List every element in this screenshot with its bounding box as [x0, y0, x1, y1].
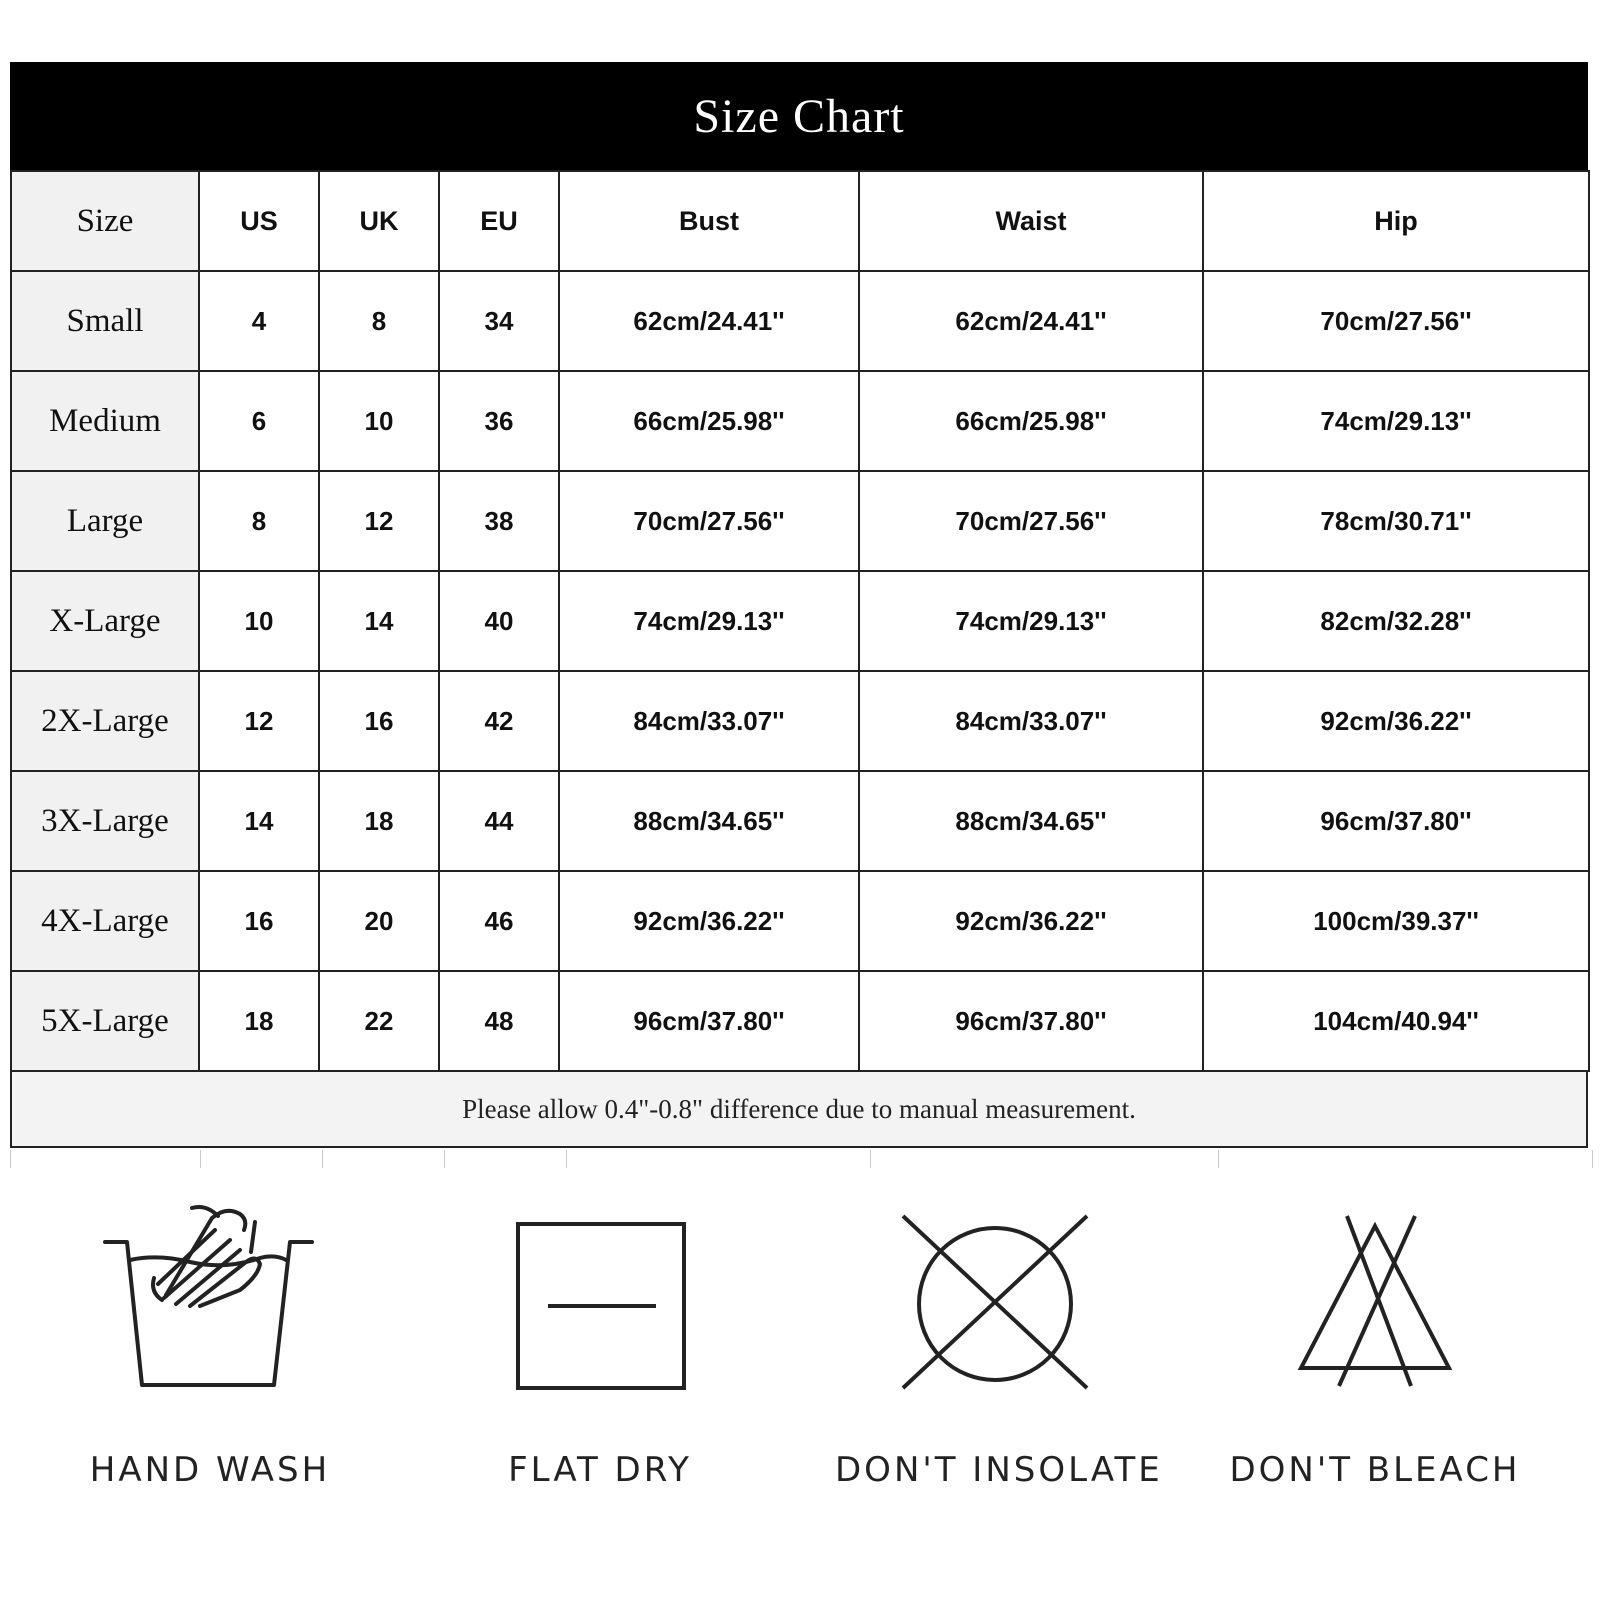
header-row — [11, 171, 1589, 271]
size-cell: 2X-Large — [11, 671, 199, 771]
uk-cell: 16 — [319, 671, 439, 771]
header-hip: Hip — [1203, 171, 1589, 271]
care-item-dont-bleach — [1210, 1200, 1540, 1490]
eu-cell: 46 — [439, 871, 559, 971]
header-bust: Bust — [559, 171, 859, 271]
table-row — [11, 371, 1589, 471]
uk-cell: 22 — [319, 971, 439, 1071]
waist-cell: 92cm/36.22'' — [859, 871, 1203, 971]
hip-cell: 78cm/30.71'' — [1203, 471, 1589, 571]
size-cell: Medium — [11, 371, 199, 471]
table-row — [11, 571, 1589, 671]
size-cell: 4X-Large — [11, 871, 199, 971]
dont-insolate-icon — [895, 1200, 1095, 1400]
size-cell: 5X-Large — [11, 971, 199, 1071]
hand-wash-icon — [100, 1200, 320, 1400]
size-cell: Large — [11, 471, 199, 571]
header-uk: UK — [319, 171, 439, 271]
bust-cell: 96cm/37.80'' — [559, 971, 859, 1071]
bust-cell: 62cm/24.41'' — [559, 271, 859, 371]
eu-cell: 44 — [439, 771, 559, 871]
uk-cell: 18 — [319, 771, 439, 871]
bust-cell: 92cm/36.22'' — [559, 871, 859, 971]
bust-cell: 84cm/33.07'' — [559, 671, 859, 771]
header-eu: EU — [439, 171, 559, 271]
us-cell: 16 — [199, 871, 319, 971]
header-us: US — [199, 171, 319, 271]
hip-cell: 104cm/40.94'' — [1203, 971, 1589, 1071]
waist-cell: 70cm/27.56'' — [859, 471, 1203, 571]
us-cell: 4 — [199, 271, 319, 371]
eu-cell: 36 — [439, 371, 559, 471]
eu-cell: 48 — [439, 971, 559, 1071]
flat-dry-icon — [500, 1200, 700, 1400]
eu-cell: 40 — [439, 571, 559, 671]
size-cell: X-Large — [11, 571, 199, 671]
care-item-hand-wash — [60, 1200, 360, 1490]
hip-cell: 100cm/39.37'' — [1203, 871, 1589, 971]
waist-cell: 88cm/34.65'' — [859, 771, 1203, 871]
uk-cell: 8 — [319, 271, 439, 371]
care-item-flat-dry — [450, 1200, 750, 1490]
measurement-note: Please allow 0.4"-0.8" difference due to manual measurement. — [10, 1072, 1588, 1148]
header-size: Size — [11, 171, 199, 271]
us-cell: 8 — [199, 471, 319, 571]
waist-cell: 66cm/25.98'' — [859, 371, 1203, 471]
chart-title: Size Chart — [10, 62, 1588, 170]
table-row — [11, 671, 1589, 771]
size-table — [10, 170, 1590, 1072]
us-cell: 10 — [199, 571, 319, 671]
us-cell: 12 — [199, 671, 319, 771]
hip-cell: 82cm/32.28'' — [1203, 571, 1589, 671]
care-label: DON'T BLEACH — [1229, 1450, 1521, 1490]
us-cell: 18 — [199, 971, 319, 1071]
uk-cell: 14 — [319, 571, 439, 671]
hip-cell: 74cm/29.13'' — [1203, 371, 1589, 471]
table-row — [11, 271, 1589, 371]
hip-cell: 96cm/37.80'' — [1203, 771, 1589, 871]
size-cell: 3X-Large — [11, 771, 199, 871]
eu-cell: 38 — [439, 471, 559, 571]
bust-cell: 74cm/29.13'' — [559, 571, 859, 671]
table-row — [11, 771, 1589, 871]
waist-cell: 74cm/29.13'' — [859, 571, 1203, 671]
eu-cell: 42 — [439, 671, 559, 771]
table-row — [11, 971, 1589, 1071]
care-label: FLAT DRY — [508, 1450, 692, 1490]
table-row — [11, 471, 1589, 571]
table-row — [11, 871, 1589, 971]
care-item-dont-insolate — [835, 1200, 1163, 1490]
waist-cell: 96cm/37.80'' — [859, 971, 1203, 1071]
care-instructions — [0, 1200, 1600, 1530]
care-label: HAND WASH — [89, 1450, 331, 1490]
uk-cell: 12 — [319, 471, 439, 571]
us-cell: 6 — [199, 371, 319, 471]
uk-cell: 10 — [319, 371, 439, 471]
header-waist: Waist — [859, 171, 1203, 271]
hip-cell: 70cm/27.56'' — [1203, 271, 1589, 371]
uk-cell: 20 — [319, 871, 439, 971]
us-cell: 14 — [199, 771, 319, 871]
waist-cell: 62cm/24.41'' — [859, 271, 1203, 371]
bust-cell: 70cm/27.56'' — [559, 471, 859, 571]
bust-cell: 88cm/34.65'' — [559, 771, 859, 871]
size-cell: Small — [11, 271, 199, 371]
dont-bleach-icon — [1275, 1200, 1475, 1400]
waist-cell: 84cm/33.07'' — [859, 671, 1203, 771]
hip-cell: 92cm/36.22'' — [1203, 671, 1589, 771]
size-chart — [10, 62, 1588, 1148]
care-label: DON'T INSOLATE — [835, 1450, 1163, 1490]
bust-cell: 66cm/25.98'' — [559, 371, 859, 471]
eu-cell: 34 — [439, 271, 559, 371]
grid-ticks — [0, 1150, 1600, 1170]
